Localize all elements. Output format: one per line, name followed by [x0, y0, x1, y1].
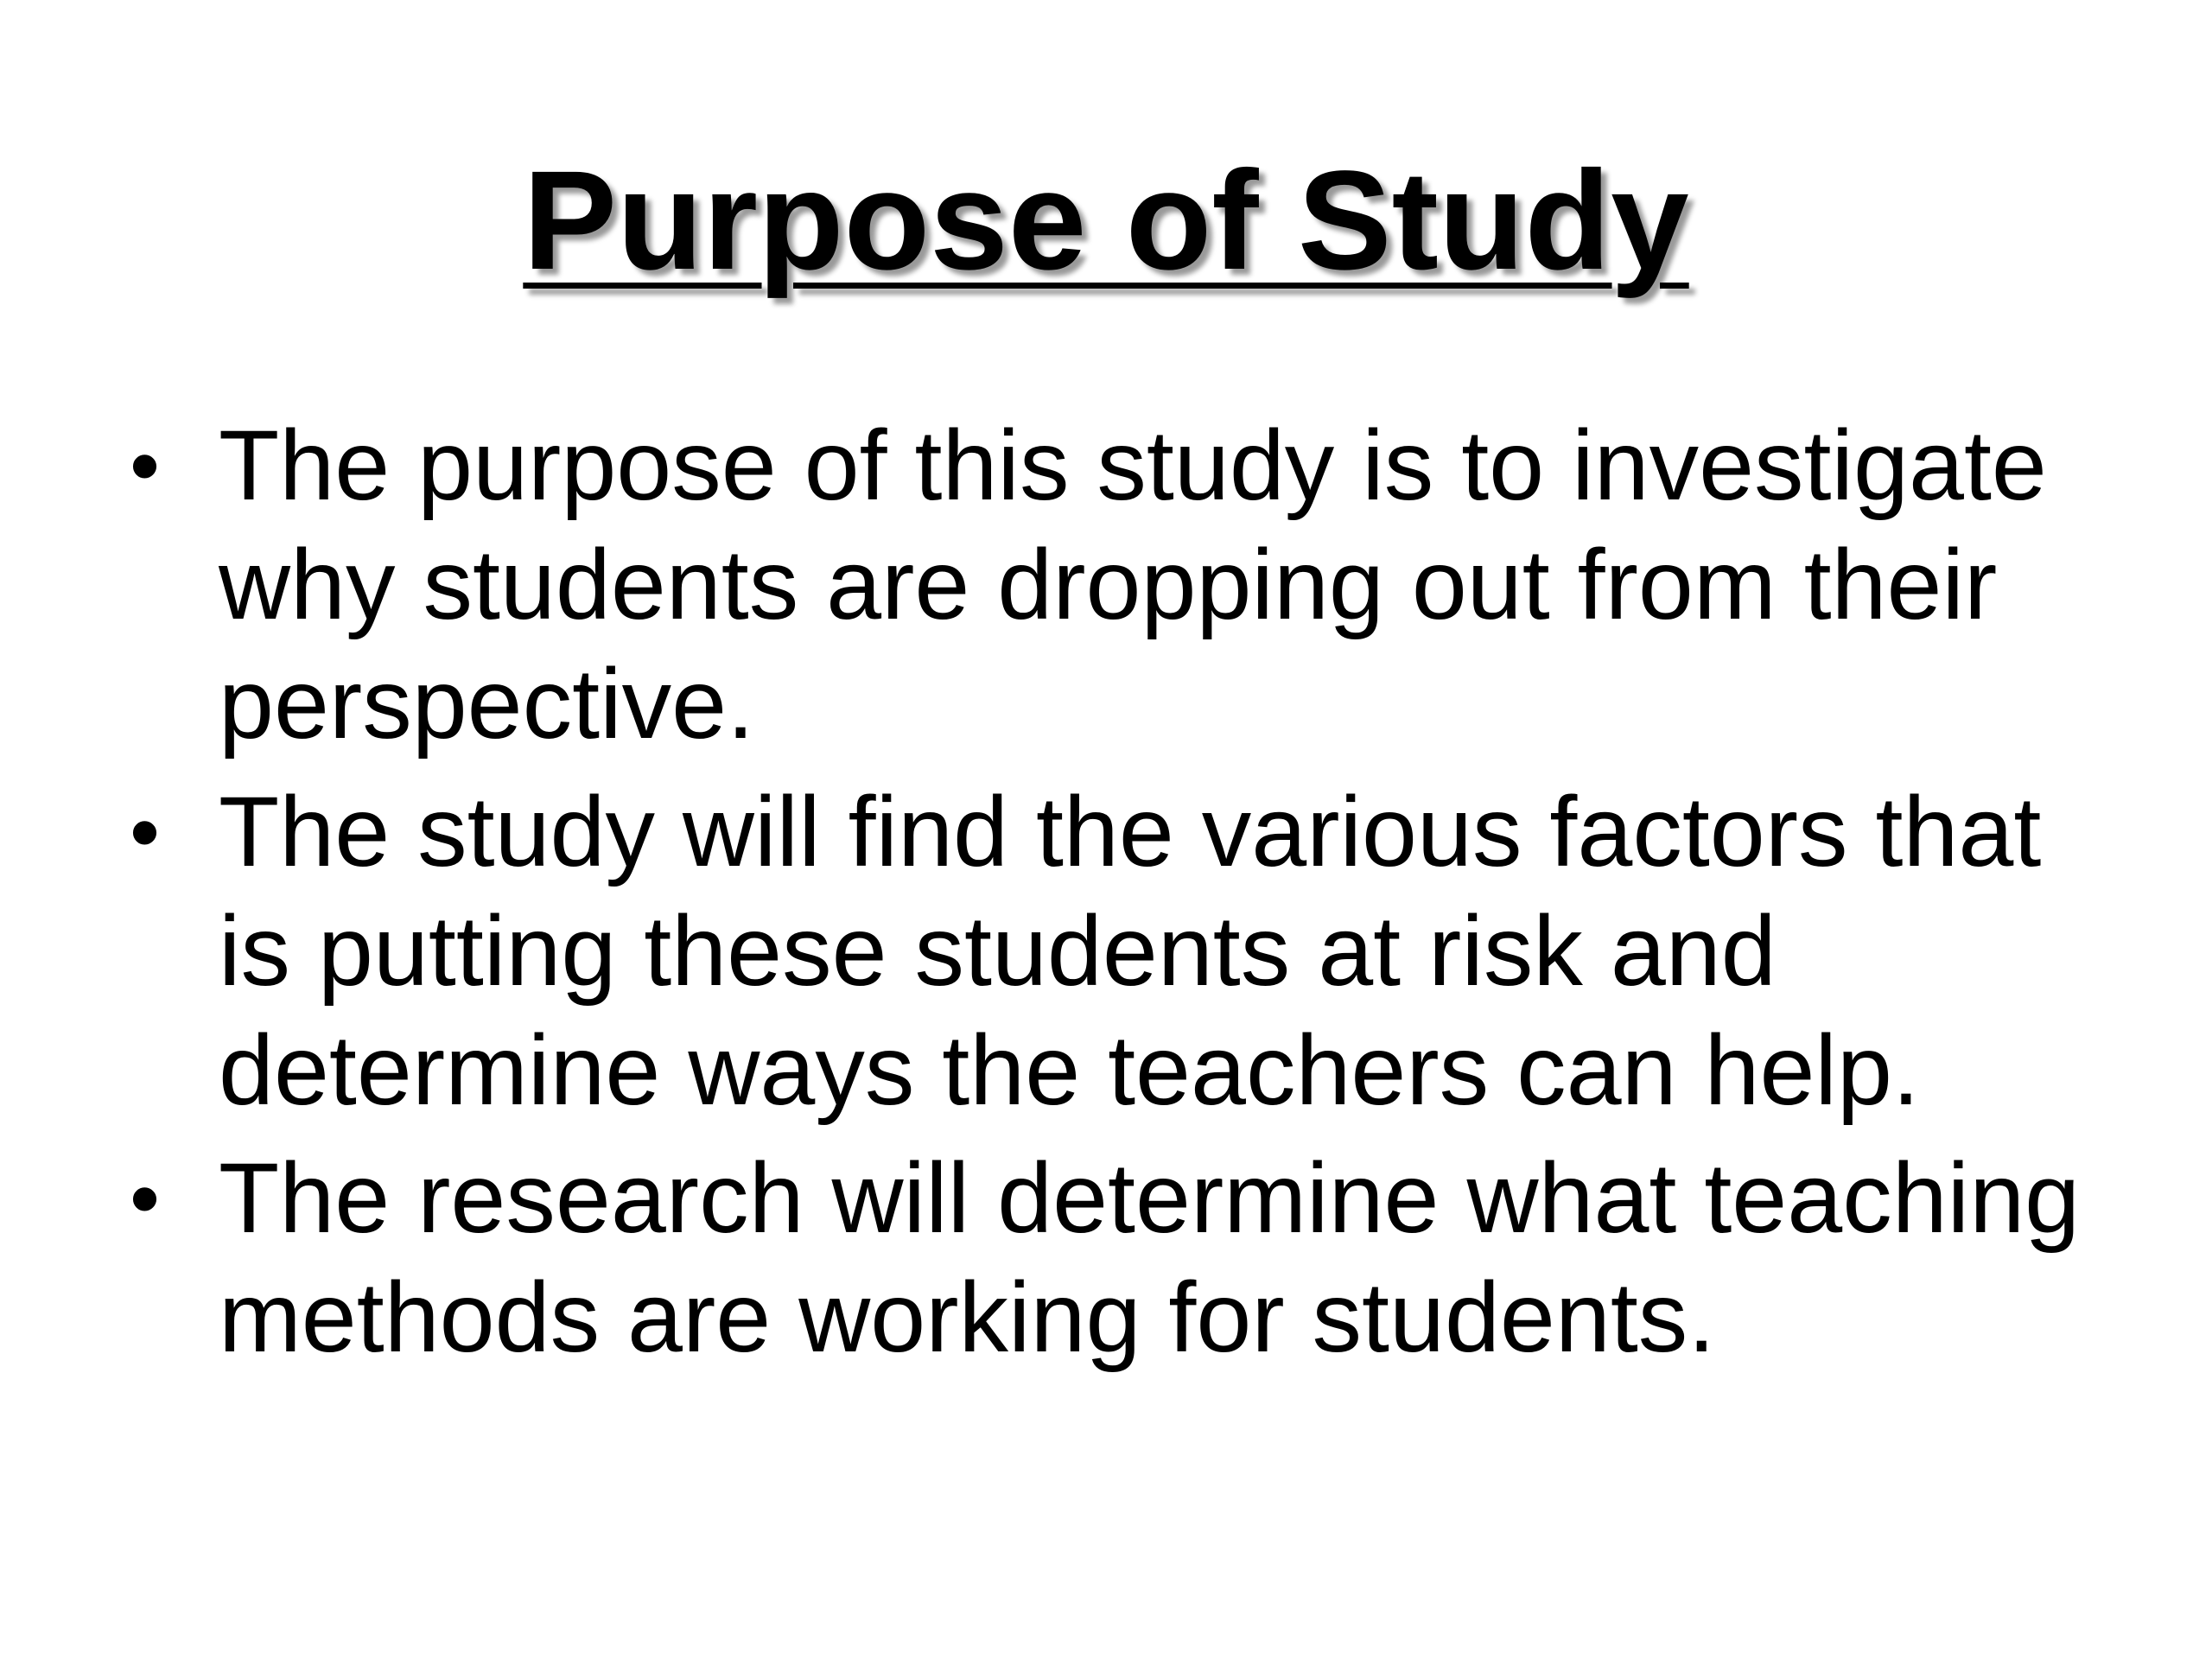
bullet-item-1: [130, 406, 2117, 764]
bullet-list: [130, 406, 2117, 1386]
bullet-line: The study will find the various factors that: [219, 777, 2042, 887]
bullet-item-2: [130, 772, 2117, 1130]
slide-title: [0, 138, 2212, 302]
bullet-line: methods are working for students.: [219, 1262, 1716, 1373]
bullet-line: perspective.: [219, 649, 755, 760]
slide-title-text: Purpose of Study: [523, 141, 1689, 299]
bullet-point-icon: •: [130, 417, 161, 514]
bullet-line: why students are dropping out from their: [219, 530, 1998, 640]
bullet-line: is putting these students at risk and: [219, 896, 1777, 1007]
bullet-line: The purpose of this study is to investigate: [219, 410, 2047, 521]
bullet-point-icon: •: [130, 784, 161, 880]
bullet-line: The research will determine what teaching: [219, 1143, 2081, 1254]
bullet-item-3: [130, 1139, 2117, 1377]
bullet-point-icon: •: [130, 1150, 161, 1247]
bullet-line: determine ways the teachers can help.: [219, 1015, 1920, 1126]
